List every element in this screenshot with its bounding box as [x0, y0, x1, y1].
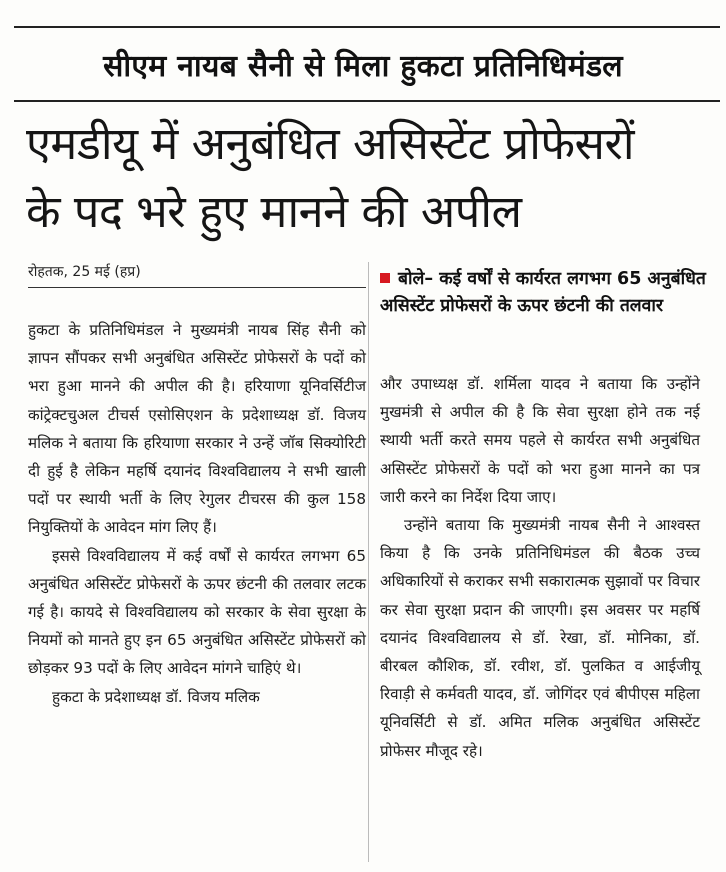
paragraph: हुकटा के प्रतिनिधिमंडल ने मुख्यमंत्री नायब सिंह सैनी को ज्ञापन सौंपकर सभी अनुबंधित असिस्टेंट प्रोफेसरों के पदों को भरा हुआ मानने की अपील की है। हरियाणा यूनिवर्सिटीज कांट्रेक्टचुअल टीचर्स एसोसिएशन के प्रदेशाध्यक्ष डॉ. विजय मलिक ने बताया कि हरियाणा सरकार ने उन्हें जॉब सिक्योरिटी दी हुई है लेकिन महर्षि दयानंद विश्वविद्यालय ने सभी खाली पदों पर स्थायी भर्ती के लिए रेगुलर टीचरस की कुल 158 नियुक्तियों के आवेदन मांग लिए हैं। [28, 321, 366, 537]
top-rule [14, 26, 720, 28]
dateline-rule [28, 287, 366, 288]
paragraph: हुकटा के प्रदेशाध्यक्ष डॉ. विजय मलिक [52, 687, 260, 706]
red-square-bullet-icon [380, 273, 390, 283]
paragraph: इससे विश्वविद्यालय में कई वर्षों से कार्यरत लगभग 65 अनुबंधित असिस्टेंट प्रोफेसरों के ऊपर छंटनी की तलवार लटक गई है। कायदे से विश्वविद्यालय को सरकार के सेवा सुरक्षा के नियमों को मानते हुए इन 65 अनुबंधित असिस्टेंट प्रोफेसरों को छोड़कर 93 पदों के लिए आवेदन मांगने चाहिएं थे। [28, 546, 366, 678]
article-column-left [28, 316, 366, 711]
main-headline: एमडीयू में अनुबंधित असिस्टेंट प्रोफेसरों के पद भरे हुए मानने की अपील [26, 117, 635, 238]
paragraph: और उपाध्यक्ष डॉ. शर्मिला यादव ने बताया कि उन्होंने मुखमंत्री से अपील की है कि सेवा सुरक्षा होने तक नई स्थायी भर्ती करते समय पहले से कार्यरत सभी अनुबंधित असिस्टेंट प्रोफेसरों के पदों को भरा हुआ मानने का पत्र जारी करने का निर्देश दिया जाए। [380, 375, 700, 506]
callout-box [380, 266, 710, 320]
column-divider [368, 262, 369, 862]
article-column-right [380, 370, 700, 765]
dateline: रोहतक, 25 मई (हप्र) [28, 264, 141, 280]
callout-text: बोले– कई वर्षों से कार्यरत लगभग 65 अनुबंधित असिस्टेंट प्रोफेसरों के ऊपर छंटनी की तलवार [380, 269, 706, 316]
kicker-rule [14, 100, 720, 102]
paragraph: उन्होंने बताया कि मुख्यमंत्री नायब सैनी ने आश्वस्त किया है कि उनके प्रतिनिधिमंडल की बैठक उच्च अधिकारियों से कराकर सभी सकारात्मक सुझावों पर विचार कर सेवा सुरक्षा प्रदान की जाएगी। इस अवसर पर महर्षि दयानंद विश्वविद्यालय से डॉ. रेखा, डॉ. मोनिका, डॉ. बीरबल कौशिक, डॉ. रवीश, डॉ. पुलकित व आईजीयू रिवाड़ी से कर्मवती यादव, डॉ. जोगिंदर एवं बीपीएस महिला यूनिवर्सिटी से डॉ. अमित मलिक अनुबंधित असिस्टेंट प्रोफेसर मौजूद रहे। [380, 516, 700, 760]
kicker-headline: सीएम नायब सैनी से मिला हुकटा प्रतिनिधिमंडल [103, 49, 623, 84]
